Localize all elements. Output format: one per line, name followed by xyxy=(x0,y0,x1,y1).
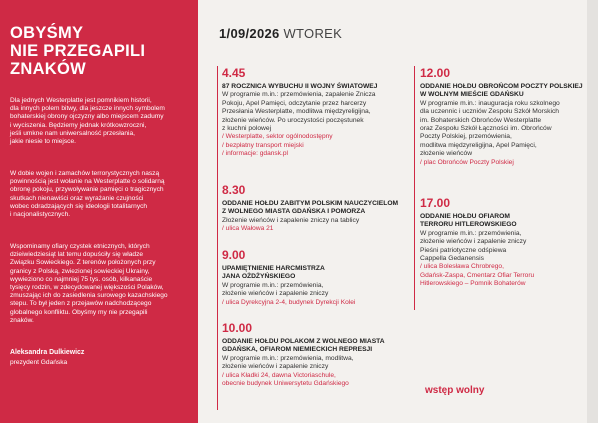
event-item xyxy=(222,67,400,159)
intro-paragraph-3 xyxy=(10,243,192,325)
event-location-line: / ulica Kładki 24, dawna Victoriaschule, xyxy=(222,371,336,379)
event-program-line: dla uczennic i uczniów Zespołu Szkół Morskich xyxy=(420,108,560,116)
event-program-line: Pieśni patriotyczne odśpiewa xyxy=(420,246,507,254)
signature-role: prezydent Gdańska xyxy=(10,359,68,366)
headline-line: OBYŚMY xyxy=(10,24,84,42)
paragraph-line: wobec odradzających się ideologii totalitarnych xyxy=(10,202,148,210)
event-program-line: im. Bohaterskich Obrońców Westerplatte xyxy=(420,116,542,124)
event-program xyxy=(222,282,400,299)
event-location-line: obecnie budynek Uniwersytetu Gdańskiego xyxy=(222,380,349,388)
event-program-line: Złożenie wieńców i zapalenie zniczy na tablicy xyxy=(222,216,360,224)
event-location-line: / ulica Dyrekcyjna 2-4, budynek Dyrekcji Kolei xyxy=(222,298,356,306)
paragraph-line: globalnego konfliktu. Obyśmy my nie przegapili xyxy=(10,308,148,316)
event-location xyxy=(222,372,400,389)
event-program-line: z kuchni polowej xyxy=(222,125,272,133)
event-location-line: / informacje: gdansk.pl xyxy=(222,150,288,158)
event-program-line: W programie m.in.: przemówienia, modlitwa, xyxy=(222,354,354,362)
event-program xyxy=(222,355,400,372)
event-title xyxy=(222,265,400,282)
paragraph-line: tysięcy rodzin, w zdecydowanej większości Polaków, xyxy=(10,284,164,292)
event-location-line: / plac Obrońców Poczty Polskiej xyxy=(420,158,514,166)
event-location-line: Hitlerowskiego – Pomnik Bohaterów xyxy=(420,280,526,288)
paragraph-line: Wspominamy ofiary czystek etnicznych, których xyxy=(10,243,150,250)
event-title xyxy=(420,213,598,230)
event-title-line: ODDANIE HOŁDU OBROŃCOM POCZTY POLSKIEJ xyxy=(420,83,583,90)
event-program xyxy=(420,230,598,264)
intro-paragraph-2 xyxy=(10,170,192,219)
event-time: 17.00 xyxy=(420,196,451,210)
event-title-line: W WOLNYM MIEŚCIE GDAŃSKU xyxy=(420,91,524,99)
event-time: 12.00 xyxy=(420,66,451,80)
event-program-line: W programie m.in.: inauguracja roku szkolnego xyxy=(420,99,560,107)
intro-paragraph-1 xyxy=(10,97,192,146)
date-day: 1/09/2026 xyxy=(219,26,280,41)
headline xyxy=(10,24,190,78)
headline-line: ZNAKÓW xyxy=(10,60,87,78)
event-program-line: W programie m.in.: przemówienia, xyxy=(420,229,522,237)
event-program-line: złożenie wieńców i zapalenie zniczy xyxy=(222,363,329,371)
paragraph-line: i nacjonalistycznych. xyxy=(10,211,71,219)
event-program-line: W programie m.in.: przemówienia, zapalenie Znicza xyxy=(222,91,376,99)
paragraph-line: W dobie wojen i zamachów terrorystycznych naszą xyxy=(10,170,160,177)
event-program-line: W programie m.in.: przemówienia, xyxy=(222,281,324,289)
event-location-line: / ulica Bolesława Chrobrego, xyxy=(420,263,504,271)
paragraph-line: obronę pokoju, przywoływanie pamięci o tragicznych xyxy=(10,186,164,194)
paragraph-line: zmuszając ich do zasiedlenia surowego kazachskiego xyxy=(10,292,168,300)
left-red-panel xyxy=(0,0,198,423)
event-program-line: Pokoju, Apel Pamięci, odczytanie przez harcerzy xyxy=(222,99,367,107)
event-location-line: / ulica Wałowa 21 xyxy=(222,225,274,233)
leaflet-fold-edge xyxy=(587,0,598,423)
event-title-line: Z WOLNEGO MIASTA GDAŃSKA I POMORZA xyxy=(222,208,366,216)
timeline-line-right xyxy=(414,66,415,310)
event-title-line: UPAMIĘTNIENIE HARCMISTRZA xyxy=(222,265,325,272)
paragraph-line: stepu. To był jeden z przejawów nadchodzącego xyxy=(10,300,152,308)
paragraph-line: Związku Sowieckiego. Z terenów położonych przy xyxy=(10,259,156,267)
event-time: 8.30 xyxy=(222,183,246,197)
event-program-line: modlitwa międzyreligijna, Apel Pamięci, xyxy=(420,141,537,149)
event-time: 9.00 xyxy=(222,248,246,262)
paragraph-line: i wyciszenia. Będziemy jednak krótkowzroczni, xyxy=(10,121,147,129)
paragraph-line: skutkach nienawiści oraz wyrażanie czujności xyxy=(10,194,144,202)
paragraph-line: powinnością jest wołanie na Westerplatte o solidarną xyxy=(10,178,165,186)
event-date xyxy=(219,26,342,41)
event-program-line: Przesłania Westerplatte, modlitwa międzyreligijna, xyxy=(222,108,371,116)
event-program-line: oraz Zespołu Szkół Łączności im. Obrońców xyxy=(420,125,552,133)
event-item xyxy=(420,67,598,167)
event-title-line: ODDANIE HOŁDU OFIAROM xyxy=(420,213,510,220)
event-location xyxy=(420,159,598,167)
event-location xyxy=(222,225,400,233)
headline-line: NIE PRZEGAPILI xyxy=(10,42,146,60)
paragraph-line: znaków. xyxy=(10,316,34,324)
event-title-line: ODDANIE HOŁDU POLAKOM Z WOLNEGO MIASTA xyxy=(222,338,385,345)
event-location xyxy=(222,133,400,158)
paragraph-line: wywieziono co najmniej 75 tys. osób, kilkanaście xyxy=(10,275,153,283)
date-weekday: WTOREK xyxy=(283,26,343,41)
event-title-line: GDAŃSKA, OFIAROM NIEMIECKICH REPRESJI xyxy=(222,346,373,354)
event-program xyxy=(222,217,400,225)
event-location xyxy=(222,299,400,307)
event-item xyxy=(420,197,598,289)
event-time: 10.00 xyxy=(222,321,253,335)
event-program-line: Poczty Polskiej, przemówienia, xyxy=(420,133,512,141)
paragraph-line: bohaterskiej obrony ojczyzny albo miejscem zadumy xyxy=(10,113,164,121)
signature-name: Aleksandra Dulkiewicz xyxy=(10,349,85,356)
event-item xyxy=(222,322,400,388)
event-program-line: złożenie wieńców xyxy=(420,150,473,158)
event-item xyxy=(222,249,400,307)
event-title-line: 87 ROCZNICA WYBUCHU II WOJNY ŚWIATOWEJ xyxy=(222,83,378,90)
paragraph-line: jeśli umkne nam uniwersalność przesłania, xyxy=(10,129,135,137)
timeline-line-left xyxy=(217,66,218,410)
event-location-line: / bezpłatny transport miejski xyxy=(222,141,304,149)
paragraph-line: jakie niesie to miejsce. xyxy=(10,138,76,146)
event-title xyxy=(420,83,598,100)
event-item xyxy=(222,184,400,234)
event-location xyxy=(420,263,598,288)
paragraph-line: Dla jednych Westerplatte jest pomnikiem historii, xyxy=(10,97,152,104)
event-title xyxy=(222,338,400,355)
event-location-line: / Westerplatte, sektor ogólnodostępny xyxy=(222,133,333,141)
free-entry-note: wstęp wolny xyxy=(425,385,485,396)
event-title-line: ODDANIE HOŁDU ZABITYM POLSKIM NAUCZYCIELOM xyxy=(222,200,399,207)
event-title-line: JANA OŻDŻYŃSKIEGO xyxy=(222,273,296,281)
event-title xyxy=(222,83,400,91)
paragraph-line: dla innych polem bitwy, dla jeszcze innych symbolem xyxy=(10,105,165,113)
paragraph-line: granicy z Polską, zwiezionej sowieckiej Ukrainy, xyxy=(10,267,150,275)
event-title xyxy=(222,200,400,217)
paragraph-line: dzieiwiedziesiąt lat temu dopuściły się władze xyxy=(10,251,144,259)
event-program-line: złożenie wieńców i zapalenie zniczy xyxy=(420,238,527,246)
event-program xyxy=(222,91,400,133)
event-program-line: Cappella Gedanensis xyxy=(420,255,484,263)
event-program xyxy=(420,100,598,159)
event-program-line: złożenie wieńców. Po uroczystości poczęstunek xyxy=(222,116,364,124)
event-location-line: Gdańsk-Zaspa, Cmentarz Ofiar Terroru xyxy=(420,271,535,279)
event-time: 4.45 xyxy=(222,66,246,80)
event-program-line: złożenie wieńców i zapalenie zniczy xyxy=(222,290,329,298)
event-title-line: TERRORU HITLEROWSKIEGO xyxy=(420,221,517,229)
